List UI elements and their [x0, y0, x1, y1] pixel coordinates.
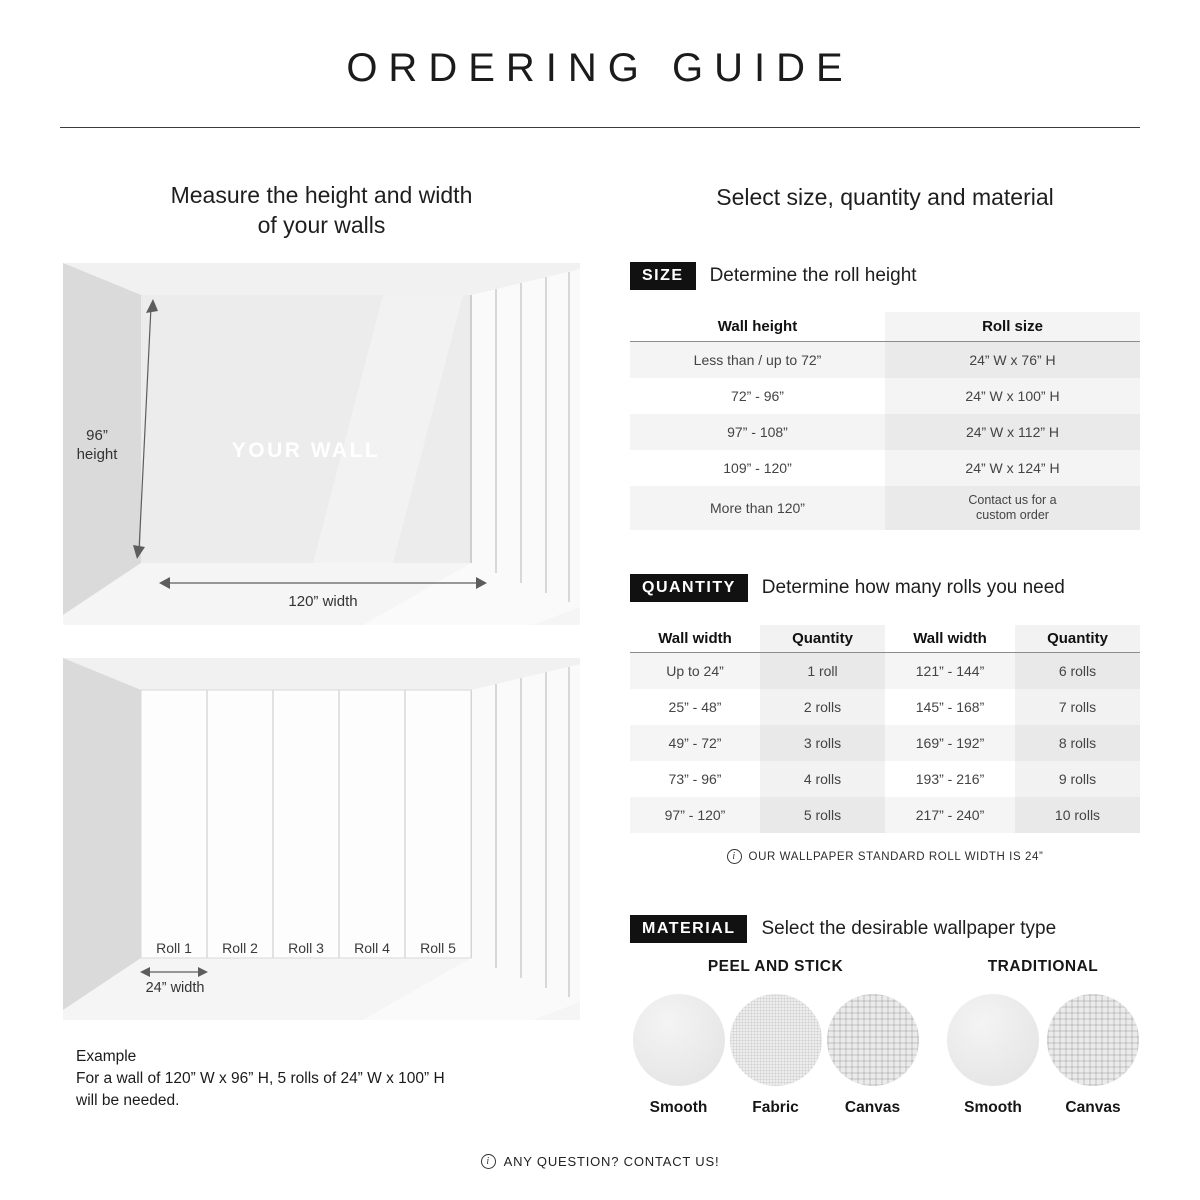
swatch-smooth-traditional — [943, 994, 1043, 1117]
wall-height-value: 96” — [86, 427, 108, 444]
size-table-row — [630, 486, 1140, 530]
footer-contact-note — [0, 1154, 1200, 1169]
size-table — [630, 312, 1140, 530]
size-roll-cell: 24” W x 112” H — [885, 414, 1140, 450]
quantity-section-head — [630, 574, 1065, 602]
qty-wall-cell: 73” - 96” — [630, 761, 760, 797]
qty-col-wall-width-1: Wall width — [658, 630, 732, 647]
qty-col-quantity-1: Quantity — [760, 625, 885, 652]
wall-width-label: 120” width — [288, 593, 358, 610]
wall-height-word: height — [76, 446, 118, 463]
qty-wall-cell: 49” - 72” — [630, 725, 760, 761]
swatch-fabric — [727, 994, 824, 1117]
info-icon: i — [481, 1154, 496, 1169]
peel-and-stick-label: PEEL AND STICK — [707, 958, 844, 975]
example-block — [76, 1046, 556, 1112]
size-subtitle: Determine the roll height — [709, 265, 917, 286]
material-group-traditional — [943, 958, 1143, 1117]
qty-wall-cell: 217” - 240” — [885, 797, 1015, 833]
size-badge: SIZE — [630, 262, 696, 290]
size-col-wall-height: Wall height — [717, 318, 798, 335]
roll-label-5: Roll 5 — [420, 940, 456, 956]
quantity-table-row — [630, 689, 1140, 725]
quantity-table-row — [630, 761, 1140, 797]
wall-height-label — [63, 426, 131, 464]
fabric-label: Fabric — [752, 1099, 799, 1116]
example-line2: will be needed. — [76, 1092, 180, 1109]
room-render-rolls — [63, 658, 580, 1020]
traditional-label: TRADITIONAL — [987, 958, 1099, 975]
qty-value-cell: 9 rolls — [1015, 761, 1140, 797]
qty-wall-cell: 25” - 48” — [630, 689, 760, 725]
size-roll-cell — [885, 486, 1140, 530]
roll-label-2: Roll 2 — [222, 940, 258, 956]
roll-width-label: 24” width — [145, 980, 205, 996]
room-illustration-rolls — [63, 658, 580, 1020]
smooth-texture-icon — [947, 994, 1039, 1086]
size-roll-cell: 24” W x 76” H — [885, 342, 1140, 378]
canvas-label: Canvas — [844, 1099, 901, 1116]
measure-heading-line1: Measure the height and width — [170, 182, 473, 208]
size-roll-cell: 24” W x 100” H — [885, 378, 1140, 414]
qty-wall-cell: 193” - 216” — [885, 761, 1015, 797]
size-table-header — [630, 312, 1140, 342]
standard-roll-width-text: OUR WALLPAPER STANDARD ROLL WIDTH IS 24” — [748, 850, 1044, 863]
size-wall-cell: 109” - 120” — [630, 450, 885, 486]
swatch-canvas-traditional — [1043, 994, 1143, 1117]
size-wall-cell: Less than / up to 72” — [630, 342, 885, 378]
quantity-table-row — [630, 797, 1140, 833]
roll-label-4: Roll 4 — [354, 940, 390, 956]
canvas-texture-icon — [827, 994, 919, 1086]
qty-wall-cell: Up to 24” — [630, 653, 760, 689]
measure-heading-line2: of your walls — [257, 212, 386, 238]
peel-and-stick-swatches — [630, 994, 921, 1117]
qty-value-cell: 1 roll — [760, 653, 885, 689]
size-roll-cell: 24” W x 124” H — [885, 450, 1140, 486]
quantity-subtitle: Determine how many rolls you need — [761, 577, 1065, 598]
quantity-table-row — [630, 653, 1140, 689]
canvas-texture-icon — [1047, 994, 1139, 1086]
roll-labels — [141, 940, 471, 956]
quantity-badge: QUANTITY — [630, 574, 748, 602]
measure-heading — [63, 180, 580, 240]
qty-value-cell: 6 rolls — [1015, 653, 1140, 689]
qty-value-cell: 2 rolls — [760, 689, 885, 725]
swatch-smooth — [630, 994, 727, 1117]
qty-col-wall-width-2: Wall width — [913, 630, 987, 647]
example-line1: For a wall of 120” W x 96” H, 5 rolls of 24” W x 100” H — [76, 1070, 445, 1087]
title-divider — [60, 127, 1140, 128]
swatch-canvas — [824, 994, 921, 1117]
quantity-table — [630, 625, 1140, 833]
traditional-swatches — [943, 994, 1143, 1117]
material-group-peel-and-stick — [630, 958, 921, 1117]
smooth-texture-icon — [633, 994, 725, 1086]
qty-value-cell: 7 rolls — [1015, 689, 1140, 725]
qty-value-cell: 4 rolls — [760, 761, 885, 797]
size-col-roll-size: Roll size — [885, 312, 1140, 341]
example-title: Example — [76, 1048, 137, 1065]
size-section-head — [630, 262, 917, 290]
fabric-texture-icon — [730, 994, 822, 1086]
material-badge: MATERIAL — [630, 915, 747, 943]
size-table-row — [630, 414, 1140, 450]
roll-label-3: Roll 3 — [288, 940, 324, 956]
material-subtitle: Select the desirable wallpaper type — [761, 918, 1057, 939]
qty-value-cell: 10 rolls — [1015, 797, 1140, 833]
qty-value-cell: 8 rolls — [1015, 725, 1140, 761]
select-heading: Select size, quantity and material — [716, 184, 1054, 210]
roll-label-1: Roll 1 — [156, 940, 192, 956]
your-wall-label: YOUR WALL — [231, 439, 381, 462]
qty-wall-cell: 97” - 120” — [630, 797, 760, 833]
smooth-label: Smooth — [964, 1099, 1022, 1116]
page-title: ORDERING GUIDE — [346, 46, 854, 90]
size-wall-cell: 72” - 96” — [630, 378, 885, 414]
custom-order-note: Contact us for a custom order — [968, 493, 1057, 522]
qty-wall-cell: 121” - 144” — [885, 653, 1015, 689]
qty-wall-cell: 169” - 192” — [885, 725, 1015, 761]
material-section-head — [630, 915, 1056, 943]
footer-contact-text: ANY QUESTION? CONTACT US! — [503, 1154, 720, 1169]
size-wall-cell: More than 120” — [630, 486, 885, 530]
smooth-label: Smooth — [649, 1099, 708, 1116]
info-icon: i — [727, 849, 742, 864]
qty-wall-cell: 145” - 168” — [885, 689, 1015, 725]
size-table-row — [630, 450, 1140, 486]
room-illustration-measure — [63, 263, 580, 625]
qty-value-cell: 3 rolls — [760, 725, 885, 761]
quantity-table-header — [630, 625, 1140, 653]
qty-col-quantity-2: Quantity — [1015, 625, 1140, 652]
canvas-label: Canvas — [1065, 1099, 1121, 1116]
size-table-row — [630, 378, 1140, 414]
size-wall-cell: 97” - 108” — [630, 414, 885, 450]
qty-value-cell: 5 rolls — [760, 797, 885, 833]
size-table-row — [630, 342, 1140, 378]
standard-roll-width-note — [630, 849, 1140, 864]
quantity-table-row — [630, 725, 1140, 761]
